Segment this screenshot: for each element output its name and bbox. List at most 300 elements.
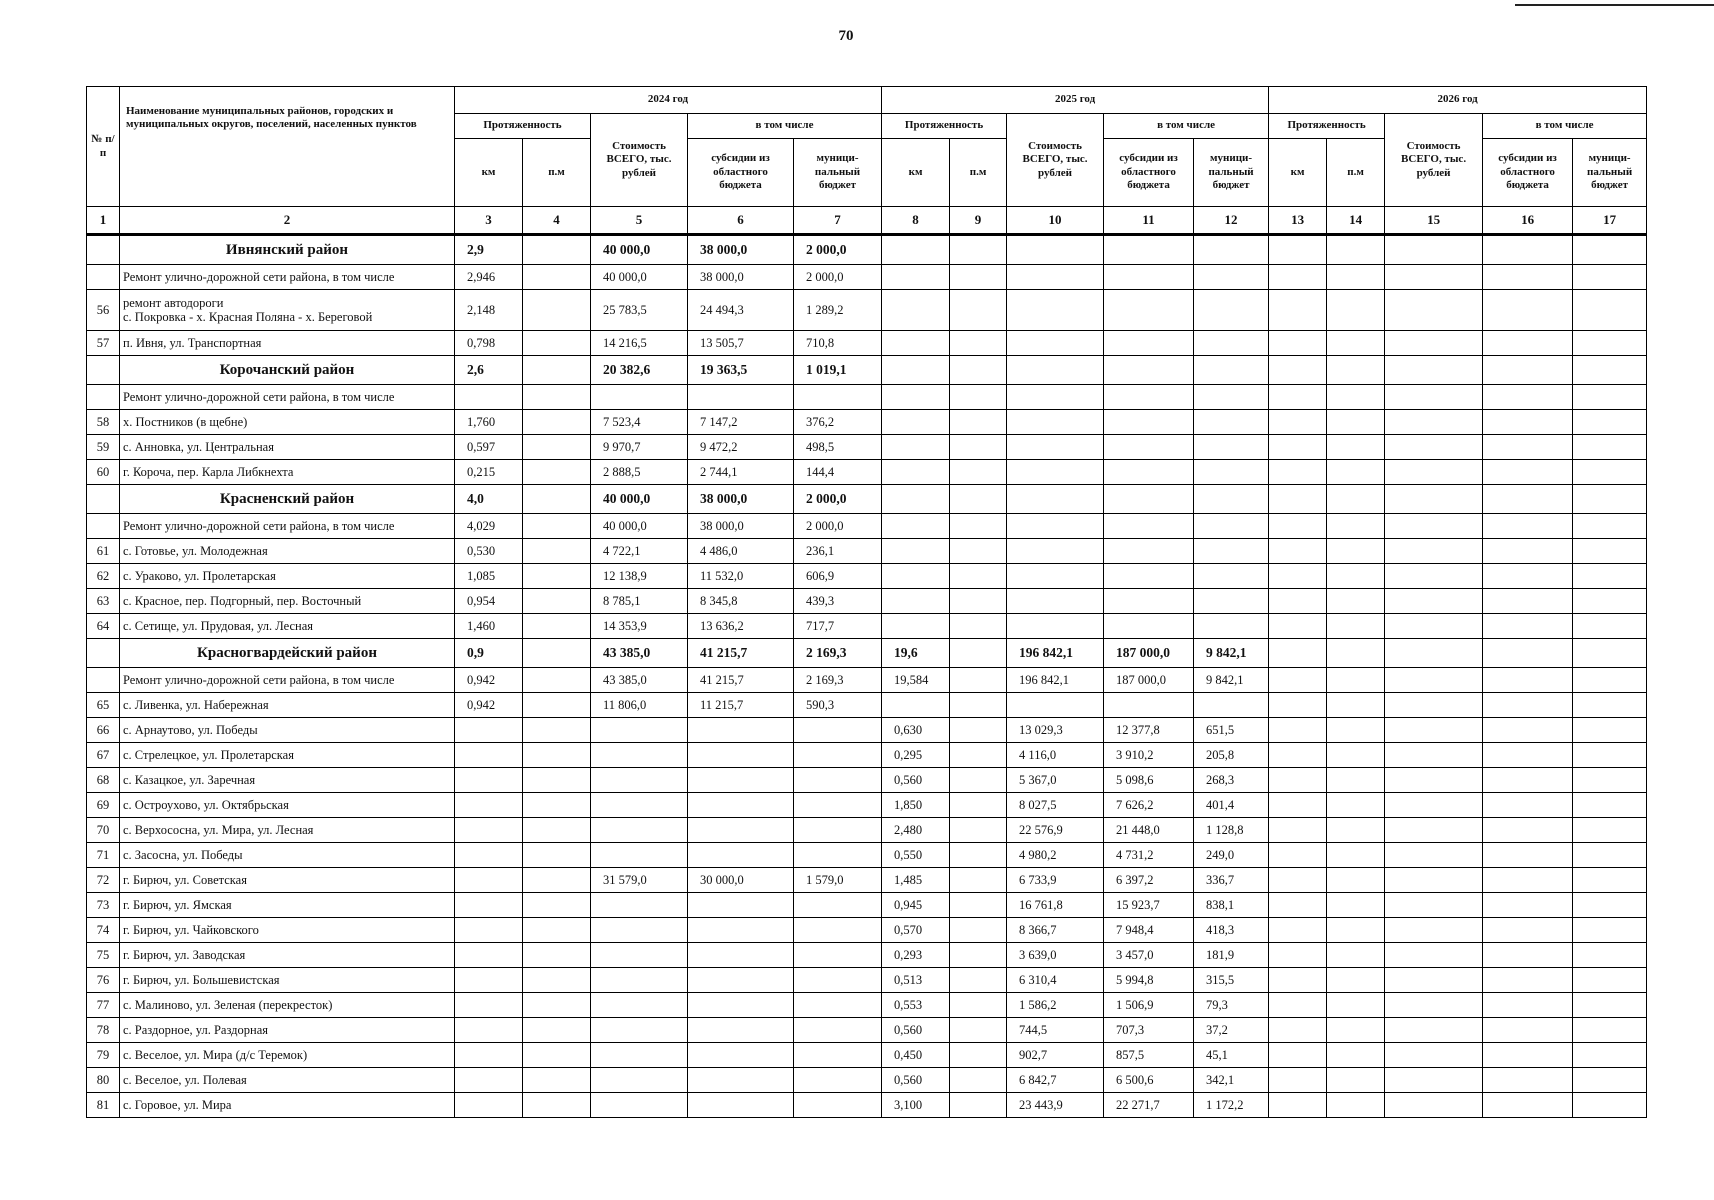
value-cell: 9 842,1 — [1194, 639, 1269, 668]
value-cell — [1573, 435, 1647, 460]
value-cell — [523, 589, 591, 614]
value-cell — [1385, 793, 1483, 818]
value-cell: 5 367,0 — [1007, 768, 1104, 793]
value-cell: 1 579,0 — [794, 868, 882, 893]
value-cell: 2 744,1 — [688, 460, 794, 485]
value-cell: 15 923,7 — [1104, 893, 1194, 918]
value-cell — [1104, 693, 1194, 718]
road-repair-table — [86, 86, 1647, 1118]
value-cell — [1327, 843, 1385, 868]
value-cell: 0,560 — [882, 1018, 950, 1043]
value-cell — [1385, 589, 1483, 614]
value-cell — [1385, 893, 1483, 918]
value-cell — [1573, 968, 1647, 993]
value-cell — [1327, 290, 1385, 331]
value-cell: 7 147,2 — [688, 410, 794, 435]
name-cell: с. Казацкое, ул. Заречная — [120, 768, 455, 793]
value-cell: 41 215,7 — [688, 668, 794, 693]
value-cell — [950, 331, 1007, 356]
value-cell — [950, 943, 1007, 968]
value-cell — [794, 768, 882, 793]
header-cost-total: Стоимость ВСЕГО, тыс. рублей — [1007, 114, 1104, 207]
value-cell — [523, 818, 591, 843]
value-cell: 498,5 — [794, 435, 882, 460]
value-cell — [1007, 564, 1104, 589]
value-cell — [1269, 265, 1327, 290]
column-number: 11 — [1104, 207, 1194, 235]
row-number-cell: 60 — [87, 460, 120, 485]
value-cell: 3 639,0 — [1007, 943, 1104, 968]
value-cell — [1007, 589, 1104, 614]
value-cell — [688, 843, 794, 868]
name-cell: ремонт автодороги с. Покровка - х. Красная Поляна - х. Береговой — [120, 290, 455, 331]
value-cell — [950, 485, 1007, 514]
row-number-cell: 65 — [87, 693, 120, 718]
table-row — [87, 918, 1647, 943]
table-row — [87, 843, 1647, 868]
value-cell: 13 636,2 — [688, 614, 794, 639]
value-cell — [794, 1068, 882, 1093]
value-cell — [1007, 693, 1104, 718]
value-cell: 0,530 — [455, 539, 523, 564]
name-cell: Корочанский район — [120, 356, 455, 385]
value-cell — [794, 1093, 882, 1118]
value-cell — [455, 385, 523, 410]
value-cell — [523, 235, 591, 265]
value-cell: 9 970,7 — [591, 435, 688, 460]
table-row — [87, 793, 1647, 818]
value-cell — [882, 514, 950, 539]
value-cell: 43 385,0 — [591, 639, 688, 668]
value-cell — [523, 1043, 591, 1068]
value-cell — [1573, 743, 1647, 768]
value-cell — [1104, 331, 1194, 356]
value-cell — [1483, 1068, 1573, 1093]
value-cell — [882, 265, 950, 290]
value-cell — [455, 743, 523, 768]
value-cell — [1483, 918, 1573, 943]
value-cell — [1385, 614, 1483, 639]
value-cell — [1483, 743, 1573, 768]
value-cell — [1483, 768, 1573, 793]
value-cell: 651,5 — [1194, 718, 1269, 743]
value-cell — [1327, 818, 1385, 843]
name-cell: с. Малиново, ул. Зеленая (перекресток) — [120, 993, 455, 1018]
value-cell: 5 098,6 — [1104, 768, 1194, 793]
value-cell — [1327, 589, 1385, 614]
value-cell — [950, 743, 1007, 768]
value-cell: 857,5 — [1104, 1043, 1194, 1068]
value-cell — [591, 743, 688, 768]
value-cell — [1269, 435, 1327, 460]
value-cell — [1385, 356, 1483, 385]
name-cell: г. Бирюч, ул. Советская — [120, 868, 455, 893]
header-num: № п/п — [87, 87, 120, 207]
value-cell — [1007, 265, 1104, 290]
value-cell — [1104, 265, 1194, 290]
value-cell — [1194, 460, 1269, 485]
value-cell — [455, 868, 523, 893]
value-cell — [1269, 485, 1327, 514]
value-cell — [1104, 589, 1194, 614]
value-cell — [1104, 460, 1194, 485]
row-number-cell: 79 — [87, 1043, 120, 1068]
value-cell: 0,215 — [455, 460, 523, 485]
value-cell — [1007, 290, 1104, 331]
value-cell — [523, 1093, 591, 1118]
value-cell — [1385, 564, 1483, 589]
value-cell: 4 116,0 — [1007, 743, 1104, 768]
value-cell: 20 382,6 — [591, 356, 688, 385]
value-cell — [1327, 639, 1385, 668]
value-cell: 8 366,7 — [1007, 918, 1104, 943]
value-cell — [794, 893, 882, 918]
value-cell — [1483, 435, 1573, 460]
name-cell: с. Горовое, ул. Мира — [120, 1093, 455, 1118]
value-cell — [1573, 1043, 1647, 1068]
table-row — [87, 539, 1647, 564]
value-cell — [591, 385, 688, 410]
value-cell — [950, 668, 1007, 693]
value-cell — [523, 918, 591, 943]
value-cell — [794, 968, 882, 993]
value-cell — [1573, 265, 1647, 290]
value-cell — [1269, 843, 1327, 868]
row-number-cell: 66 — [87, 718, 120, 743]
value-cell — [1327, 1068, 1385, 1093]
name-cell: с. Красное, пер. Подгорный, пер. Восточный — [120, 589, 455, 614]
value-cell — [1327, 868, 1385, 893]
value-cell — [1385, 918, 1483, 943]
value-cell — [591, 843, 688, 868]
value-cell — [1573, 290, 1647, 331]
value-cell — [1104, 564, 1194, 589]
value-cell — [1483, 718, 1573, 743]
value-cell: 11 806,0 — [591, 693, 688, 718]
value-cell — [1327, 614, 1385, 639]
value-cell — [950, 768, 1007, 793]
value-cell: 401,4 — [1194, 793, 1269, 818]
header-municipal: муници-пальный бюджет — [1573, 139, 1647, 207]
value-cell: 6 500,6 — [1104, 1068, 1194, 1093]
value-cell — [688, 943, 794, 968]
value-cell — [950, 1068, 1007, 1093]
table-row — [87, 943, 1647, 968]
value-cell — [1385, 818, 1483, 843]
value-cell — [1385, 485, 1483, 514]
value-cell — [1269, 356, 1327, 385]
column-number: 1 — [87, 207, 120, 235]
value-cell — [1269, 968, 1327, 993]
value-cell — [1104, 514, 1194, 539]
value-cell — [1327, 356, 1385, 385]
page-number: 70 — [838, 28, 854, 44]
value-cell: 0,450 — [882, 1043, 950, 1068]
name-cell: с. Готовье, ул. Молодежная — [120, 539, 455, 564]
value-cell — [1269, 868, 1327, 893]
value-cell — [1269, 693, 1327, 718]
value-cell — [455, 993, 523, 1018]
value-cell — [688, 768, 794, 793]
header-km: км — [882, 139, 950, 207]
header-pm: п.м — [950, 139, 1007, 207]
row-number-cell: 70 — [87, 818, 120, 843]
value-cell: 2,6 — [455, 356, 523, 385]
value-cell — [1269, 385, 1327, 410]
value-cell — [950, 589, 1007, 614]
value-cell — [1269, 290, 1327, 331]
value-cell — [1104, 235, 1194, 265]
value-cell: 205,8 — [1194, 743, 1269, 768]
value-cell — [1327, 918, 1385, 943]
value-cell — [1194, 564, 1269, 589]
value-cell — [1269, 235, 1327, 265]
value-cell: 717,7 — [794, 614, 882, 639]
value-cell — [1385, 718, 1483, 743]
value-cell — [1483, 1018, 1573, 1043]
value-cell — [455, 968, 523, 993]
value-cell — [523, 290, 591, 331]
value-cell — [950, 718, 1007, 743]
value-cell — [591, 968, 688, 993]
value-cell — [1385, 1043, 1483, 1068]
value-cell — [1327, 968, 1385, 993]
value-cell — [794, 743, 882, 768]
header-year-2024: 2024 год — [455, 87, 882, 114]
value-cell — [950, 614, 1007, 639]
row-number-cell: 81 — [87, 1093, 120, 1118]
value-cell — [1483, 265, 1573, 290]
value-cell — [688, 893, 794, 918]
value-cell — [1483, 818, 1573, 843]
value-cell — [523, 1018, 591, 1043]
row-number-cell: 58 — [87, 410, 120, 435]
row-number-cell — [87, 356, 120, 385]
name-cell: г. Бирюч, ул. Большевистская — [120, 968, 455, 993]
value-cell — [794, 793, 882, 818]
value-cell — [455, 893, 523, 918]
value-cell — [1483, 868, 1573, 893]
value-cell: 0,513 — [882, 968, 950, 993]
value-cell — [1269, 614, 1327, 639]
value-cell: 8 027,5 — [1007, 793, 1104, 818]
value-cell — [523, 768, 591, 793]
value-cell — [523, 993, 591, 1018]
name-cell: Красненский район — [120, 485, 455, 514]
value-cell — [1385, 385, 1483, 410]
value-cell — [1573, 1093, 1647, 1118]
value-cell — [882, 435, 950, 460]
value-cell: 9 472,2 — [688, 435, 794, 460]
value-cell — [1007, 410, 1104, 435]
value-cell: 1 586,2 — [1007, 993, 1104, 1018]
value-cell — [591, 918, 688, 943]
value-cell: 439,3 — [794, 589, 882, 614]
header-subsidy: субсидии из областного бюджета — [1483, 139, 1573, 207]
value-cell: 4 486,0 — [688, 539, 794, 564]
value-cell — [1007, 514, 1104, 539]
table-row — [87, 614, 1647, 639]
value-cell — [950, 693, 1007, 718]
header-year-2026: 2026 год — [1269, 87, 1647, 114]
value-cell — [882, 614, 950, 639]
value-cell — [1269, 564, 1327, 589]
value-cell: 3 910,2 — [1104, 743, 1194, 768]
value-cell — [1269, 539, 1327, 564]
row-number-cell: 67 — [87, 743, 120, 768]
value-cell — [1327, 539, 1385, 564]
value-cell — [1385, 968, 1483, 993]
value-cell: 1,850 — [882, 793, 950, 818]
header-cost-total: Стоимость ВСЕГО, тыс. рублей — [591, 114, 688, 207]
value-cell — [950, 435, 1007, 460]
value-cell — [1104, 385, 1194, 410]
value-cell — [688, 1093, 794, 1118]
value-cell: 16 761,8 — [1007, 893, 1104, 918]
table-row — [87, 893, 1647, 918]
value-cell: 38 000,0 — [688, 485, 794, 514]
value-cell: 22 576,9 — [1007, 818, 1104, 843]
value-cell: 1 506,9 — [1104, 993, 1194, 1018]
table-row — [87, 993, 1647, 1018]
value-cell: 38 000,0 — [688, 514, 794, 539]
value-cell — [1327, 693, 1385, 718]
value-cell — [688, 793, 794, 818]
value-cell — [523, 743, 591, 768]
value-cell: 11 215,7 — [688, 693, 794, 718]
name-cell: Ремонт улично-дорожной сети района, в том числе — [120, 668, 455, 693]
value-cell — [1269, 514, 1327, 539]
value-cell — [523, 564, 591, 589]
header-year-2025: 2025 год — [882, 87, 1269, 114]
value-cell — [1327, 943, 1385, 968]
row-number-cell — [87, 514, 120, 539]
name-cell: с. Сетище, ул. Прудовая, ул. Лесная — [120, 614, 455, 639]
value-cell — [1269, 718, 1327, 743]
value-cell — [523, 460, 591, 485]
table-row — [87, 968, 1647, 993]
value-cell — [1327, 1018, 1385, 1043]
value-cell — [1483, 235, 1573, 265]
value-cell: 0,560 — [882, 1068, 950, 1093]
column-number: 16 — [1483, 207, 1573, 235]
value-cell — [1573, 589, 1647, 614]
value-cell — [1483, 485, 1573, 514]
value-cell — [1573, 1068, 1647, 1093]
row-number-cell — [87, 668, 120, 693]
value-cell: 1,760 — [455, 410, 523, 435]
value-cell — [1104, 435, 1194, 460]
name-cell: с. Ливенка, ул. Набережная — [120, 693, 455, 718]
value-cell — [1385, 1068, 1483, 1093]
value-cell: 22 271,7 — [1104, 1093, 1194, 1118]
name-cell: Ремонт улично-дорожной сети района, в том числе — [120, 514, 455, 539]
table-row — [87, 693, 1647, 718]
value-cell — [950, 893, 1007, 918]
value-cell — [523, 435, 591, 460]
value-cell — [455, 1018, 523, 1043]
value-cell — [523, 539, 591, 564]
value-cell — [1385, 235, 1483, 265]
value-cell: 2 888,5 — [591, 460, 688, 485]
value-cell — [1007, 485, 1104, 514]
value-cell: 0,798 — [455, 331, 523, 356]
value-cell — [591, 993, 688, 1018]
value-cell: 40 000,0 — [591, 235, 688, 265]
row-number-cell — [87, 265, 120, 290]
value-cell — [950, 818, 1007, 843]
value-cell: 6 733,9 — [1007, 868, 1104, 893]
value-cell: 13 029,3 — [1007, 718, 1104, 743]
value-cell — [1269, 1018, 1327, 1043]
value-cell: 838,1 — [1194, 893, 1269, 918]
name-cell: г. Бирюч, ул. Заводская — [120, 943, 455, 968]
row-number-cell: 68 — [87, 768, 120, 793]
value-cell — [950, 539, 1007, 564]
value-cell — [950, 639, 1007, 668]
header-length: Протяженность — [1269, 114, 1385, 139]
value-cell — [882, 331, 950, 356]
value-cell: 4,029 — [455, 514, 523, 539]
value-cell — [688, 1068, 794, 1093]
header-including: в том числе — [1104, 114, 1269, 139]
header-pm: п.м — [1327, 139, 1385, 207]
value-cell: 236,1 — [794, 539, 882, 564]
header-km: км — [1269, 139, 1327, 207]
name-cell: с. Засосна, ул. Победы — [120, 843, 455, 868]
value-cell — [1194, 614, 1269, 639]
name-cell: с. Остроухово, ул. Октябрьская — [120, 793, 455, 818]
value-cell: 9 842,1 — [1194, 668, 1269, 693]
value-cell — [1573, 539, 1647, 564]
value-cell: 11 532,0 — [688, 564, 794, 589]
name-cell: п. Ивня, ул. Транспортная — [120, 331, 455, 356]
value-cell — [1007, 460, 1104, 485]
value-cell: 744,5 — [1007, 1018, 1104, 1043]
value-cell — [794, 1043, 882, 1068]
value-cell — [688, 993, 794, 1018]
value-cell — [1385, 843, 1483, 868]
value-cell — [1483, 693, 1573, 718]
value-cell: 0,9 — [455, 639, 523, 668]
value-cell: 4 980,2 — [1007, 843, 1104, 868]
value-cell — [1269, 668, 1327, 693]
value-cell: 19,6 — [882, 639, 950, 668]
value-cell — [1007, 614, 1104, 639]
value-cell — [591, 943, 688, 968]
value-cell: 19 363,5 — [688, 356, 794, 385]
value-cell: 40 000,0 — [591, 265, 688, 290]
value-cell: 187 000,0 — [1104, 668, 1194, 693]
value-cell — [1327, 435, 1385, 460]
value-cell: 0,293 — [882, 943, 950, 968]
value-cell — [1269, 943, 1327, 968]
value-cell: 12 138,9 — [591, 564, 688, 589]
value-cell — [1194, 410, 1269, 435]
value-cell — [1483, 460, 1573, 485]
value-cell: 8 785,1 — [591, 589, 688, 614]
value-cell — [688, 1018, 794, 1043]
value-cell — [523, 331, 591, 356]
value-cell — [688, 818, 794, 843]
value-cell — [1483, 564, 1573, 589]
name-cell: Ивнянский район — [120, 235, 455, 265]
value-cell: 23 443,9 — [1007, 1093, 1104, 1118]
value-cell: 187 000,0 — [1104, 639, 1194, 668]
value-cell: 4 731,2 — [1104, 843, 1194, 868]
value-cell: 14 216,5 — [591, 331, 688, 356]
value-cell — [1385, 993, 1483, 1018]
